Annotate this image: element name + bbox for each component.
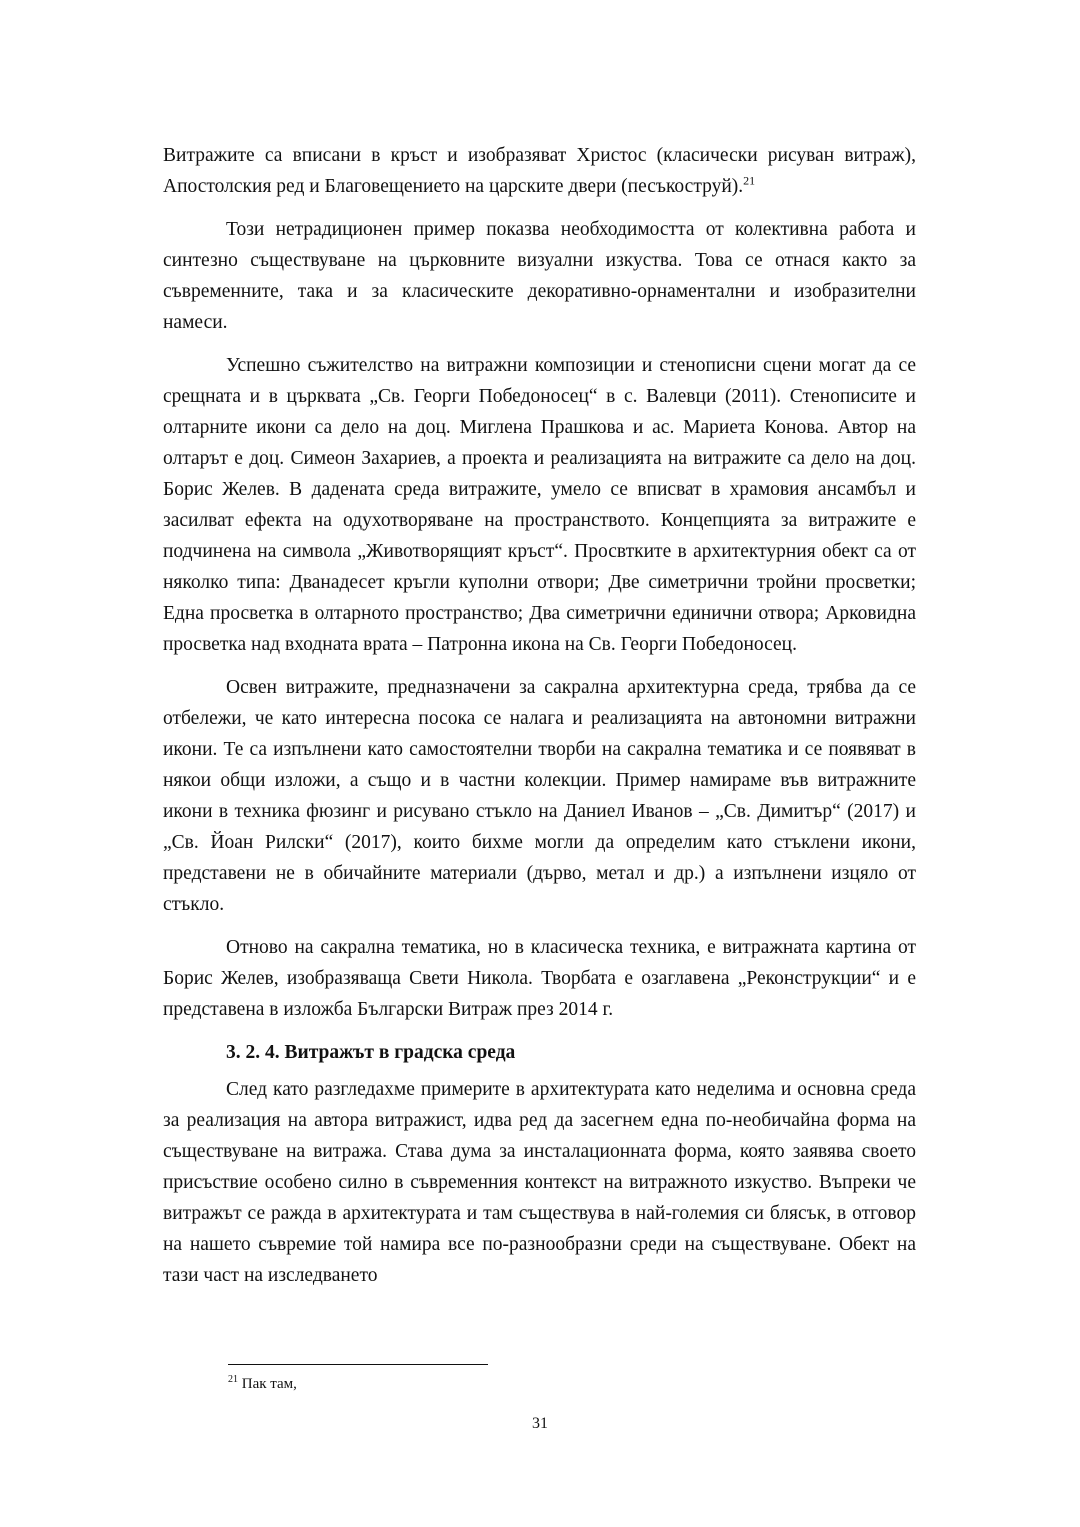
paragraph: Освен витражите, предназначени за сакрална архитектурна среда, трябва да се отбележи, че като интересна посока се налага и реализацията на автономни витражни икони. Те са изпълнени като самостоятелни творби на сакрална тематика и се появяват в някои общи изложи, а също и в частни колекции. Пример намираме във витражните икони в техника фюзинг и рисувано стъкло на Даниел Иванов – „Св. Димитър“ (2017) и „Св. Йоан Рилски“ (2017), които бихме могли да определим като стъклени икони, представени не в обичайните материали (дърво, метал и др.) а изпълнени изцяло от стъкло. — [163, 677, 916, 915]
paragraph: Отново на сакрална тематика, но в класическа техника, е витражната картина от Борис Желев, изобразяваща Свети Никола. Творбата е озаглавена „Реконструкции“ и е представена в изложба Български Витраж през 2014 г. — [163, 937, 916, 1020]
section-heading: 3. 2. 4. Витражът в градска среда — [226, 1042, 516, 1063]
paragraph-text: Витражите са вписани в кръст и изобразяват Христос (класически рисуван витраж), Апостолския ред и Благовещението на царските двери (песъкоструй). — [163, 145, 916, 197]
body-text — [163, 140, 916, 1291]
footnote — [228, 1374, 297, 1394]
footnote-separator — [228, 1364, 488, 1365]
footnote-text: Пак там, — [241, 1376, 297, 1392]
page-number: 31 — [532, 1415, 548, 1432]
paragraph: Този нетрадиционен пример показва необходимостта от колективна работа и синтезно съществуване на църковните визуални изкуства. Това се отнася както за съвременните, така и за класическите декоративно-орнаментални и изобразителни намеси. — [163, 219, 916, 333]
paragraph-continuation — [163, 140, 916, 202]
footnote-reference[interactable]: 21 — [743, 173, 756, 188]
footnote-number: 21 — [228, 1374, 238, 1385]
paragraph: След като разгледахме примерите в архитектурата като неделима и основна среда за реализация на автора витражист, идва ред да засегнем една по-необичайна форма на съществуване на витража. Става дума за инсталационната форма, която заявява своето присъствие особено силно в съвременния контекст на витражното изкуство. Въпреки че витражът се ражда в архитектурата и там съществува в най-големия си блясък, в отговор на нашето съвремие той намира все по-разнообразни среди на съществуване. Обект на тази част на изследването — [163, 1079, 916, 1286]
paragraph: Успешно съжителство на витражни композиции и стенописни сцени могат да се срещната и в църквата „Св. Георги Победоносец“ в с. Валевци (2011). Стенописите и олтарните икони са дело на доц. Миглена Прашкова и ас. Мариета Конова. Автор на олтарът е доц. Симеон Захариев, а проекта и реализацията на витражите са дело на доц. Борис Желев. В дадената среда витражите, умело се вписват в храмовия ансамбъл и засилват ефекта на одухотворяване на пространството. Концепцията за витражите е подчинена на символа „Животворящият кръст“. Просвтките в архитектурния обект са от няколко типа: Дванадесет кръгли куполни отвори; Две симетрични тройни просветки; Една просветка в олтарното пространство; Два симетрични единични отвора; Арковидна просветка над входната врата – Патронна икона на Св. Георги Победоносец. — [163, 355, 916, 655]
